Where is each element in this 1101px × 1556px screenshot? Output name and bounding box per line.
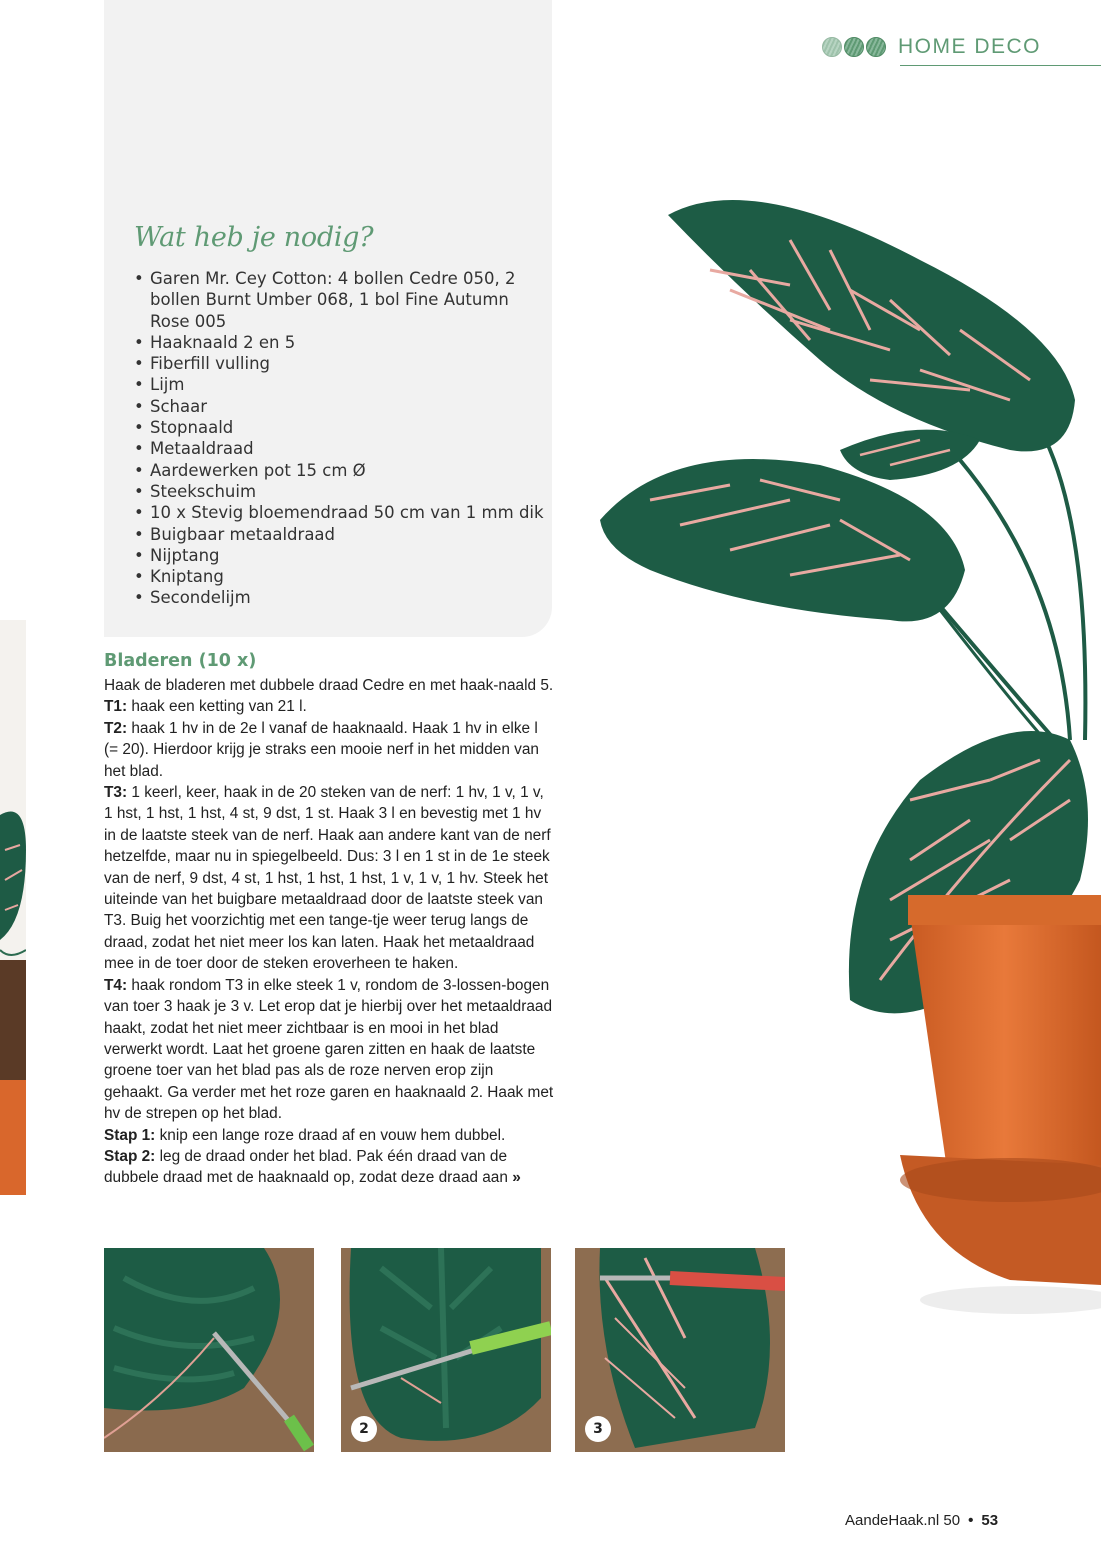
list-item: • Metaaldraad	[134, 438, 544, 459]
list-item: • Garen Mr. Cey Cotton: 4 bollen Cedre 050, 2 bollen Burnt Umber 068, 1 bol Fine Autumn Rose 005	[134, 268, 544, 332]
list-item: • Fiberfill vulling	[134, 353, 544, 374]
plant-photo-edge	[0, 620, 26, 1195]
list-item: • Steekschuim	[134, 481, 544, 502]
step-badge: 3	[585, 1416, 611, 1442]
materials-title: Wat heb je nodig?	[134, 222, 374, 253]
list-item: • Nijptang	[134, 545, 544, 566]
section-heading: Bladeren (10 x)	[104, 651, 257, 671]
list-item: • Kniptang	[134, 566, 544, 587]
round-label: T4:	[104, 976, 128, 994]
list-item: • 10 x Stevig bloemendraad 50 cm van 1 mm dik	[134, 502, 544, 523]
step-photo-1	[104, 1248, 314, 1452]
section-label: HOME DECO	[898, 35, 1042, 58]
list-item: • Stopnaald	[134, 417, 544, 438]
round-label: T1:	[104, 698, 128, 716]
list-item: • Buigbaar metaaldraad	[134, 524, 544, 545]
round-label: T2:	[104, 719, 128, 737]
step-text: knip een lange roze draad af en vouw hem dubbel.	[155, 1126, 506, 1144]
header-divider	[900, 65, 1101, 66]
magazine-name: AandeHaak.nl 50	[845, 1512, 961, 1529]
step-badge: 2	[351, 1416, 377, 1442]
step-label: Stap 2:	[104, 1147, 156, 1165]
instruction-intro: Haak de bladeren met dubbele draad Cedre en met haak-naald 5.	[104, 677, 554, 694]
step-text: leg de draad onder het blad. Pak één draad van de dubbele draad met de haaknaald op, zodat deze draad aan	[104, 1147, 508, 1187]
page-number: 53	[981, 1512, 999, 1529]
continue-arrow-icon: »	[512, 1169, 521, 1187]
page-footer	[845, 1512, 998, 1529]
bullet-icon: •	[968, 1512, 974, 1529]
round-text: haak 1 hv in de 2e l vanaf de haaknaald. Haak 1 hv in elke l (= 20). Hierdoor krijg je straks een mooie nerf in het midden van het blad.	[104, 719, 539, 780]
materials-list	[134, 268, 544, 609]
round-text: 1 keerl, keer, haak in de 20 steken van de nerf: 1 hv, 1 v, 1 v, 1 hst, 1 hst, 1 hst, 4 st, 9 dst, 1 st. Haak 3 l en bevestig met 1 hv in de laatste steek van de nerf. Haak aan andere kant van de nerf hetzelfde, maar nu in spiegelbeeld. Dus: 3 l en 1 st in de 1e steek van de nerf, 9 dst, 4 st, 1 hst, 1 hst, 1 hst, 1 v, 1 v, 1 hv. Steek het uiteinde van het buigbare metaaldraad door de laatste steek van T3. Buig het voorzichtig met een tange-tje weer terug langs de draad, zodat het niet meer los kan laten. Haak het metaaldraad mee in de toer door de steken eroverheen te haken.	[104, 784, 551, 973]
step-photo-2	[341, 1248, 551, 1452]
round-label: T3:	[104, 784, 128, 802]
section-header	[822, 34, 1041, 60]
instructions-text	[104, 675, 554, 1189]
yarn-balls-icon	[822, 37, 886, 57]
step-label: Stap 1:	[104, 1126, 156, 1144]
list-item: • Lijm	[134, 374, 544, 395]
list-item: • Schaar	[134, 396, 544, 417]
round-text: haak een ketting van 21 l.	[127, 698, 307, 716]
round-text: haak rondom T3 in elke steek 1 v, rondom de 3-lossen-bogen van toer 3 haak je 3 v. Let erop dat je hierbij over het metaaldraad haakt, zodat het niet meer zichtbaar is en mooi in het blad verwerkt wordt. Laat het groene garen zitten en haak de laatste groene toer van het blad pas als de roze nerven erop zijn gehaakt. Ga verder met het roze garen en haaknaald 2. Haak met hv de strepen op het blad.	[104, 976, 554, 1123]
step-photo-3	[575, 1248, 785, 1452]
list-item: • Haaknaald 2 en 5	[134, 332, 544, 353]
list-item: • Secondelijm	[134, 587, 544, 608]
list-item: • Aardewerken pot 15 cm Ø	[134, 460, 544, 481]
